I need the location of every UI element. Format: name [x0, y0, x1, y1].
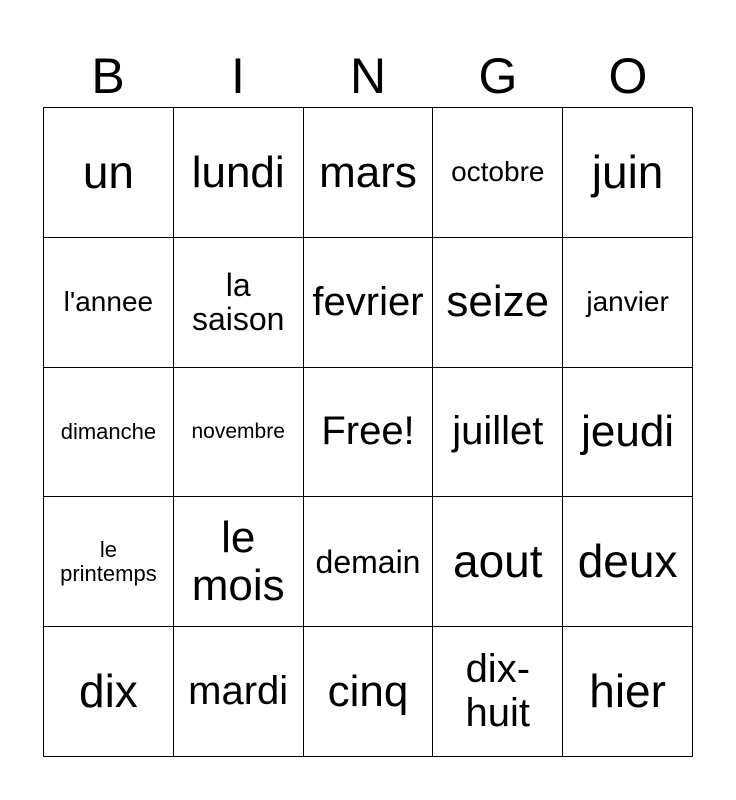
- bingo-cell[interactable]: mars: [304, 108, 434, 238]
- bingo-cell[interactable]: dix: [44, 627, 174, 757]
- bingo-cell[interactable]: dix-huit: [433, 627, 563, 757]
- bingo-cell[interactable]: jeudi: [563, 368, 693, 498]
- bingo-cell[interactable]: mardi: [174, 627, 304, 757]
- bingo-cell[interactable]: hier: [563, 627, 693, 757]
- bingo-cell[interactable]: juin: [563, 108, 693, 238]
- header-letter-n: N: [349, 48, 387, 104]
- bingo-cell[interactable]: novembre: [174, 368, 304, 498]
- bingo-cell[interactable]: janvier: [563, 238, 693, 368]
- bingo-header: [43, 44, 693, 108]
- bingo-card-grid: [43, 107, 693, 757]
- free-space-cell[interactable]: Free!: [304, 368, 434, 498]
- bingo-cell[interactable]: le mois: [174, 497, 304, 627]
- header-letter-o: O: [608, 48, 648, 104]
- bingo-cell[interactable]: juillet: [433, 368, 563, 498]
- bingo-cell[interactable]: lundi: [174, 108, 304, 238]
- bingo-cell[interactable]: demain: [304, 497, 434, 627]
- bingo-cell[interactable]: dimanche: [44, 368, 174, 498]
- bingo-cell[interactable]: seize: [433, 238, 563, 368]
- bingo-cell[interactable]: l'annee: [44, 238, 174, 368]
- bingo-cell[interactable]: fevrier: [304, 238, 434, 368]
- bingo-cell[interactable]: un: [44, 108, 174, 238]
- bingo-cell[interactable]: le printemps: [44, 497, 174, 627]
- header-letter-b: B: [91, 48, 125, 104]
- bingo-cell[interactable]: deux: [563, 497, 693, 627]
- header-letter-i: I: [231, 48, 245, 104]
- bingo-cell[interactable]: octobre: [433, 108, 563, 238]
- header-letter-g: G: [478, 48, 518, 104]
- bingo-cell[interactable]: la saison: [174, 238, 304, 368]
- bingo-cell[interactable]: aout: [433, 497, 563, 627]
- bingo-cell[interactable]: cinq: [304, 627, 434, 757]
